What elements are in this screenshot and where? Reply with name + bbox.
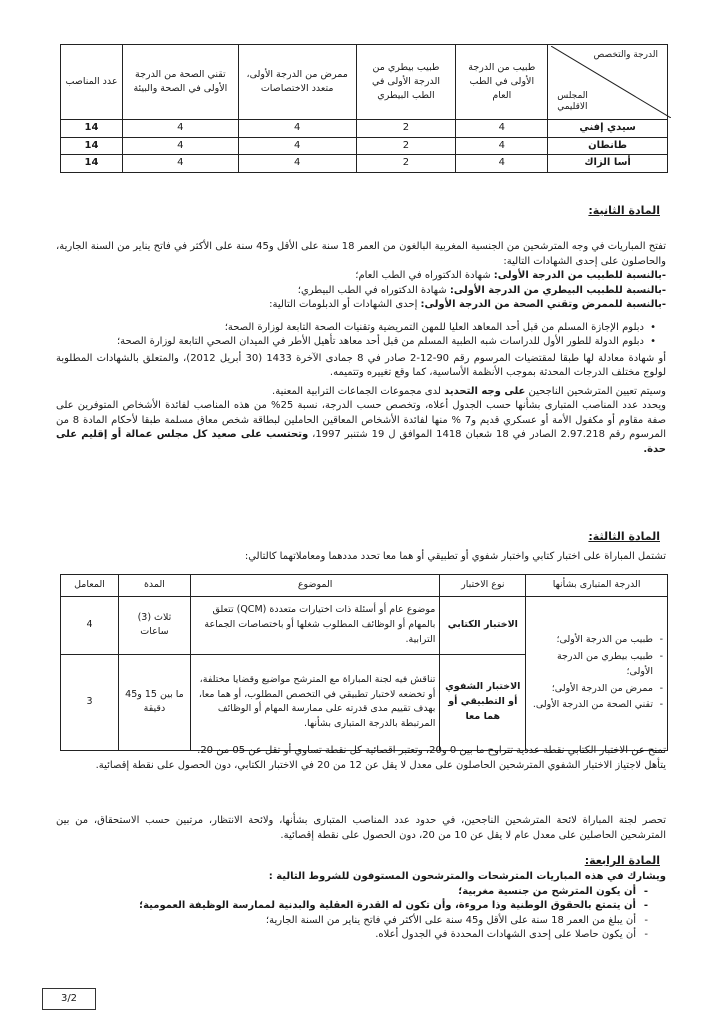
council-name: سيدي إفني — [548, 120, 668, 138]
positions-table-header — [61, 45, 668, 120]
council-name: أسا الزاك — [548, 155, 668, 173]
corner-top-label: الدرجة والتخصص — [593, 50, 658, 60]
total-cell: 14 — [61, 137, 123, 155]
grades-cell — [526, 596, 668, 750]
value-cell: 4 — [456, 155, 548, 173]
value-cell: 4 — [238, 120, 356, 138]
value-cell: 4 — [122, 137, 238, 155]
value-cell: 4 — [456, 137, 548, 155]
article2-item-vet: -بالنسبة للطبيب البيطري من الدرجة الأولى: شهادة الدكتوراه في الطب البيطري؛ — [297, 284, 666, 296]
conditions-list — [56, 885, 666, 943]
header-positions-count: عدد المناصب — [61, 45, 123, 120]
col-type: نوع الاختبار — [440, 575, 526, 597]
exam-table-header — [61, 575, 668, 597]
header-nurse: ممرض من الدرجة الأولى، متعدد الاختصاصات — [238, 45, 356, 120]
positions-table — [60, 44, 668, 173]
table-row — [61, 596, 668, 654]
list-item: - تقني الصحة من الدرجة الأولى. — [530, 698, 663, 713]
total-cell: 14 — [61, 120, 123, 138]
value-cell: 4 — [456, 120, 548, 138]
article4-body — [56, 870, 666, 943]
table-row — [61, 137, 668, 155]
article4-title: المادة الرابعة: — [584, 854, 660, 867]
article2-assignment: وسيتم تعيين المترشحين الناجحين على وجه التحديد لدى مجموعات الجماعات الترابية المعنية. — [272, 385, 666, 397]
corner-bottom-label: المجلس الاقليمي — [557, 90, 588, 113]
list-item: - أن يكون المترشح من جنسية مغربية؛ — [56, 885, 648, 900]
page-number: 3/2 — [42, 988, 96, 1010]
col-grade: الدرجة المتبارى بشأنها — [526, 575, 668, 597]
exam-subject: موضوع عام أو أسئلة ذات اختيارات متعددة (QCM) تتعلق بالمهام أو الوظائف المطلوب شغلها أو باختصاصات الجماعة الترابية. — [190, 596, 439, 654]
col-coef: المعامل — [61, 575, 119, 597]
exam-type: الاختبار الكتابي — [440, 596, 526, 654]
header-health-tech: تقني الصحة من الدرجة الأولى في الصحة والبيئة — [122, 45, 238, 120]
exam-coef: 3 — [61, 654, 119, 750]
list-item: - ممرض من الدرجة الأولى؛ — [530, 682, 663, 697]
value-cell: 4 — [238, 155, 356, 173]
corner-cell — [548, 45, 668, 120]
article2-quota: ويحدد عدد المناصب المتبارى بشأنها حسب الجدول أعلاه، وتخصص حسب الدرجة، نسبة 25% من هذه المناصب لفائدة الأشخاص المتوفرين على صفة مقاوم أو مكفول الأمة أو عسكري قديم و7 % منها لفائدة الأشخاص المعاقين الحاملين لبطاقة شخص معاق مسلمة طبقا لأحكام المادة 8 من المرسوم رقم 2.97.218 الصادر في 18 شعبان 1418 الموافق ل 19 شتنبر 1997، وتحتسب على صعيد كل مجلس عمالة أو إقليم على حدة. — [56, 400, 666, 455]
article2-title: المادة الثانية: — [588, 204, 660, 217]
article3-ranking: تحصر لجنة المباراة لائحة المترشحين الناجحين، في حدود عدد المناصب المتبارى بشأنها، ولائحة الانتظار، مرتبين حسب الاستحقاق، من بين المترشحين الحاصلين على معدل عام لا يقل عن 10 من 20، دون الحصول على نقطة إقصائية. — [56, 815, 666, 841]
exam-type: الاختبار الشفوي أو التطبيقي أو هما معا — [440, 654, 526, 750]
list-item: - طبيب من الدرجة الأولى؛ — [530, 633, 663, 648]
list-item: - أن يتمتع بالحقوق الوطنية وذا مروءة، وأن تكون له القدرة العقلية والبدنية لممارسة الوظيفة العمومية؛ — [56, 899, 648, 914]
value-cell: 4 — [122, 120, 238, 138]
value-cell: 2 — [356, 137, 456, 155]
header-gp: طبيب من الدرجة الأولى في الطب العام — [456, 45, 548, 120]
value-cell: 4 — [238, 137, 356, 155]
oral-qualification-rule: يتأهل لاجتياز الاختبار الشفوي المترشحين الحاصلون على معدل لا يقل عن 12 من 20 في الاختبار الكتابي، دون الحصول على نقطة إقصائية. — [95, 759, 666, 771]
total-cell: 14 — [61, 155, 123, 173]
col-subject: الموضوع — [190, 575, 439, 597]
list-item: - أن يكون حاصلا على إحدى الشهادات المحددة في الجدول أعلاه. — [56, 928, 648, 943]
exam-duration: ما بين 15 و45 دقيقة — [118, 654, 190, 750]
article3-title: المادة الثالثة: — [588, 530, 660, 543]
article3-intro: تشتمل المباراة على اختبار كتابي واختبار شفوي أو تطبيقي أو هما معا تحدد مددهما ومعاملاتهما كالتالي: — [244, 551, 666, 562]
table-row — [61, 120, 668, 138]
col-duration: المدة — [118, 575, 190, 597]
value-cell: 2 — [356, 155, 456, 173]
list-item: - أن يبلغ من العمر 18 سنة على الأقل و45 سنة على الأكثر في فاتح يناير من السنة الجارية؛ — [56, 914, 648, 929]
article3-grading — [56, 744, 666, 773]
article2-body — [56, 240, 666, 457]
exam-duration: ثلاث (3) ساعات — [118, 596, 190, 654]
exam-table — [60, 574, 668, 751]
list-item: • دبلوم الإجازة المسلم من قبل أحد المعاهد العليا للمهن التمريضية وتقنيات الصحة التابعة لوزارة الصحة؛ — [56, 321, 656, 336]
value-cell: 2 — [356, 120, 456, 138]
article4-intro: ويشارك في هذه المباريات المترشحات والمترشحون المستوفون للشروط التالية : — [268, 871, 666, 882]
article2-intro: تفتح المباريات في وجه المترشحين من الجنسية المغربية البالغون من العمر 18 سنة على الأقل و45 سنة على الأكثر في فاتح يناير من السنة الجارية، والحاصلون على إحدى الشهادات التالية: — [56, 241, 667, 267]
exam-coef: 4 — [61, 596, 119, 654]
table-row — [61, 155, 668, 173]
exam-subject: تناقش فيه لجنة المباراة مع المترشح مواضيع وقضايا مختلفة، أو تخضعه لاختبار تطبيقي في التخصص المطلوب، أو هما معا، بهدف تقييم مدى قدرته على ممارسة المهام أو الوظائف المرتبطة بالدرجة المتبارى بشأنها. — [190, 654, 439, 750]
list-item: - طبيب بيطري من الدرجة الأولى؛ — [530, 650, 663, 679]
written-score-rule: تمنح عن الاختبار الكتابي نقطة عددية تتراوح ما بين 0 و20، وتعتبر اقصائية كل نقطة تساوي أو تقل عن 05 من 20. — [197, 745, 666, 756]
article2-item-nurse: -بالنسبة للممرض وتقني الصحة من الدرجة الأولى: إحدى الشهادات أو الدبلومات التالية: — [269, 299, 666, 310]
header-vet: طبيب بيطري من الدرجة الأولى في الطب البيطري — [356, 45, 456, 120]
council-name: طانطان — [548, 137, 668, 155]
diploma-list — [56, 321, 666, 350]
list-item: • دبلوم الدولة للطور الأول للدراسات شبه الطبية المسلم من قبل أحد معاهد تأهيل الأطر في الميدان الصحي التابعة لوزارة الصحة؛ — [56, 335, 656, 350]
article2-equivalence: أو شهادة معادلة لها طبقا لمقتضيات المرسوم رقم 90-12-2 صادر في 8 جمادى الآخرة 1433 (30 أبريل 2012)، والمتعلق بالشهادات المطلوبة لولوج مختلف الدرجات المحدثة بموجب الأنظمة الأساسية، كما وقع تغييره وتتميمه. — [56, 352, 667, 378]
value-cell: 4 — [122, 155, 238, 173]
article2-item-gp: -بالنسبة للطبيب من الدرجة الأولى: شهادة الدكتوراه في الطب العام؛ — [355, 270, 666, 281]
